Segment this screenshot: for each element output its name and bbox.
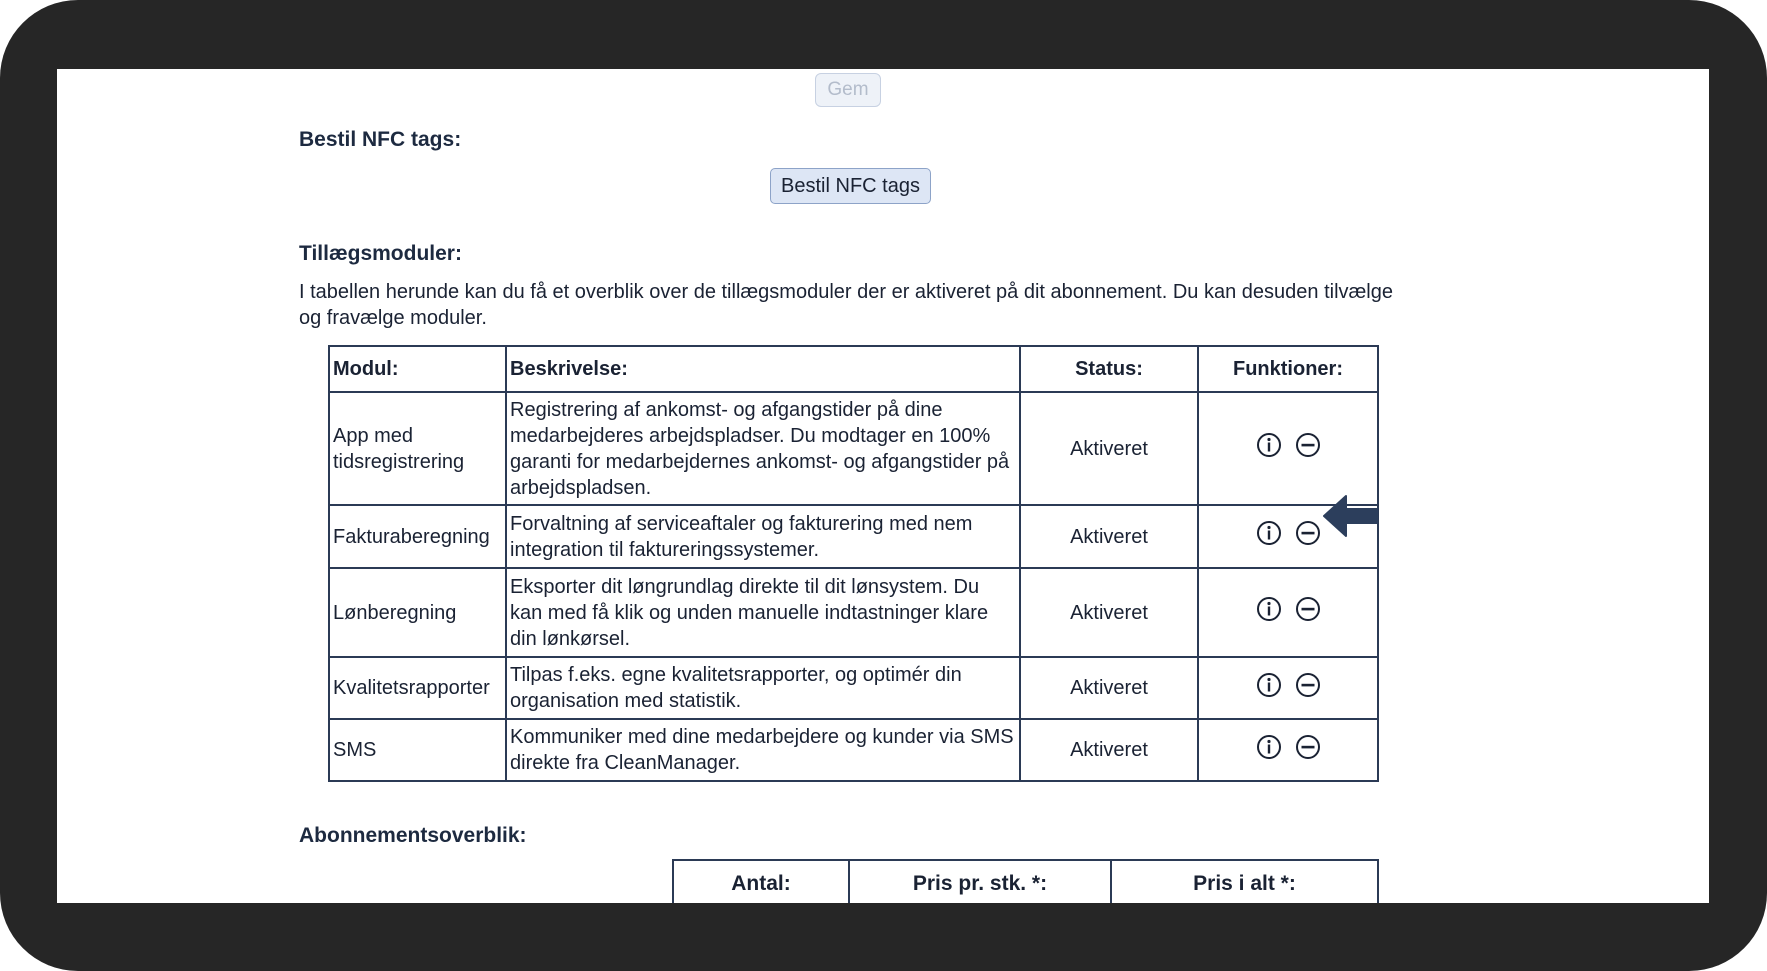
- column-header-description: Beskrivelse:: [506, 346, 1020, 392]
- info-icon[interactable]: [1256, 672, 1282, 698]
- column-header-module: Modul:: [329, 346, 506, 392]
- module-name: Fakturaberegning: [329, 505, 506, 568]
- table-row: [329, 719, 1378, 781]
- column-header-status: Status:: [1020, 346, 1198, 392]
- info-icon[interactable]: [1256, 596, 1282, 622]
- subscription-table: [672, 859, 1379, 903]
- remove-icon[interactable]: [1295, 672, 1321, 698]
- column-header-unit-price: Pris pr. stk. *:: [849, 860, 1111, 903]
- info-icon[interactable]: [1256, 734, 1282, 760]
- module-functions: [1198, 392, 1378, 505]
- remove-icon[interactable]: [1295, 734, 1321, 760]
- module-status: Aktiveret: [1020, 568, 1198, 657]
- table-header-row: [673, 860, 1378, 903]
- modules-intro: I tabellen herunde kan du få et overblik over de tillægsmoduler der er aktiveret på dit abonnement. Du kan desuden tilvælge og fravælge moduler.: [299, 281, 1393, 329]
- page-content: [57, 69, 1709, 903]
- module-status: Aktiveret: [1020, 392, 1198, 505]
- table-row: [329, 392, 1378, 505]
- module-name: Lønberegning: [329, 568, 506, 657]
- remove-icon[interactable]: [1295, 432, 1321, 458]
- module-description: Eksporter dit løngrundlag direkte til dit lønsystem. Du kan med få klik og unden manuelle indtastninger klare din lønkørsel.: [506, 568, 1020, 657]
- module-name: SMS: [329, 719, 506, 781]
- module-status: Aktiveret: [1020, 719, 1198, 781]
- modules-table: [328, 345, 1379, 782]
- table-header-row: [329, 346, 1378, 392]
- module-functions: [1198, 568, 1378, 657]
- module-name: App med tidsregistrering: [329, 392, 506, 505]
- order-nfc-tags-button[interactable]: Bestil NFC tags: [770, 168, 931, 204]
- module-status: Aktiveret: [1020, 505, 1198, 568]
- table-row: [329, 657, 1378, 719]
- module-description: Registrering af ankomst- og afgangstider på dine medarbejderes arbejdspladser. Du modtager en 100% garanti for medarbejdernes ankomst- og afgangstider på arbejdspladsen.: [506, 392, 1020, 505]
- module-functions: [1198, 719, 1378, 781]
- arrow-left-icon: [1322, 494, 1379, 538]
- modules-heading: Tillægsmoduler:: [299, 242, 462, 265]
- remove-icon[interactable]: [1295, 596, 1321, 622]
- table-row: [329, 505, 1378, 568]
- table-row: [329, 568, 1378, 657]
- column-header-functions: Funktioner:: [1198, 346, 1378, 392]
- module-description: Kommuniker med dine medarbejdere og kunder via SMS direkte fra CleanManager.: [506, 719, 1020, 781]
- module-functions: [1198, 657, 1378, 719]
- column-header-quantity: Antal:: [673, 860, 849, 903]
- column-header-total-price: Pris i alt *:: [1111, 860, 1378, 903]
- info-icon[interactable]: [1256, 520, 1282, 546]
- remove-icon[interactable]: [1295, 520, 1321, 546]
- subscription-heading: Abonnementsoverblik:: [299, 824, 527, 847]
- save-button[interactable]: Gem: [815, 73, 881, 107]
- nfc-heading: Bestil NFC tags:: [299, 128, 462, 151]
- module-name: Kvalitetsrapporter: [329, 657, 506, 719]
- module-description: Forvaltning af serviceaftaler og fakturering med nem integration til faktureringssystemer.: [506, 505, 1020, 568]
- module-status: Aktiveret: [1020, 657, 1198, 719]
- info-icon[interactable]: [1256, 432, 1282, 458]
- module-description: Tilpas f.eks. egne kvalitetsrapporter, og optimér din organisation med statistik.: [506, 657, 1020, 719]
